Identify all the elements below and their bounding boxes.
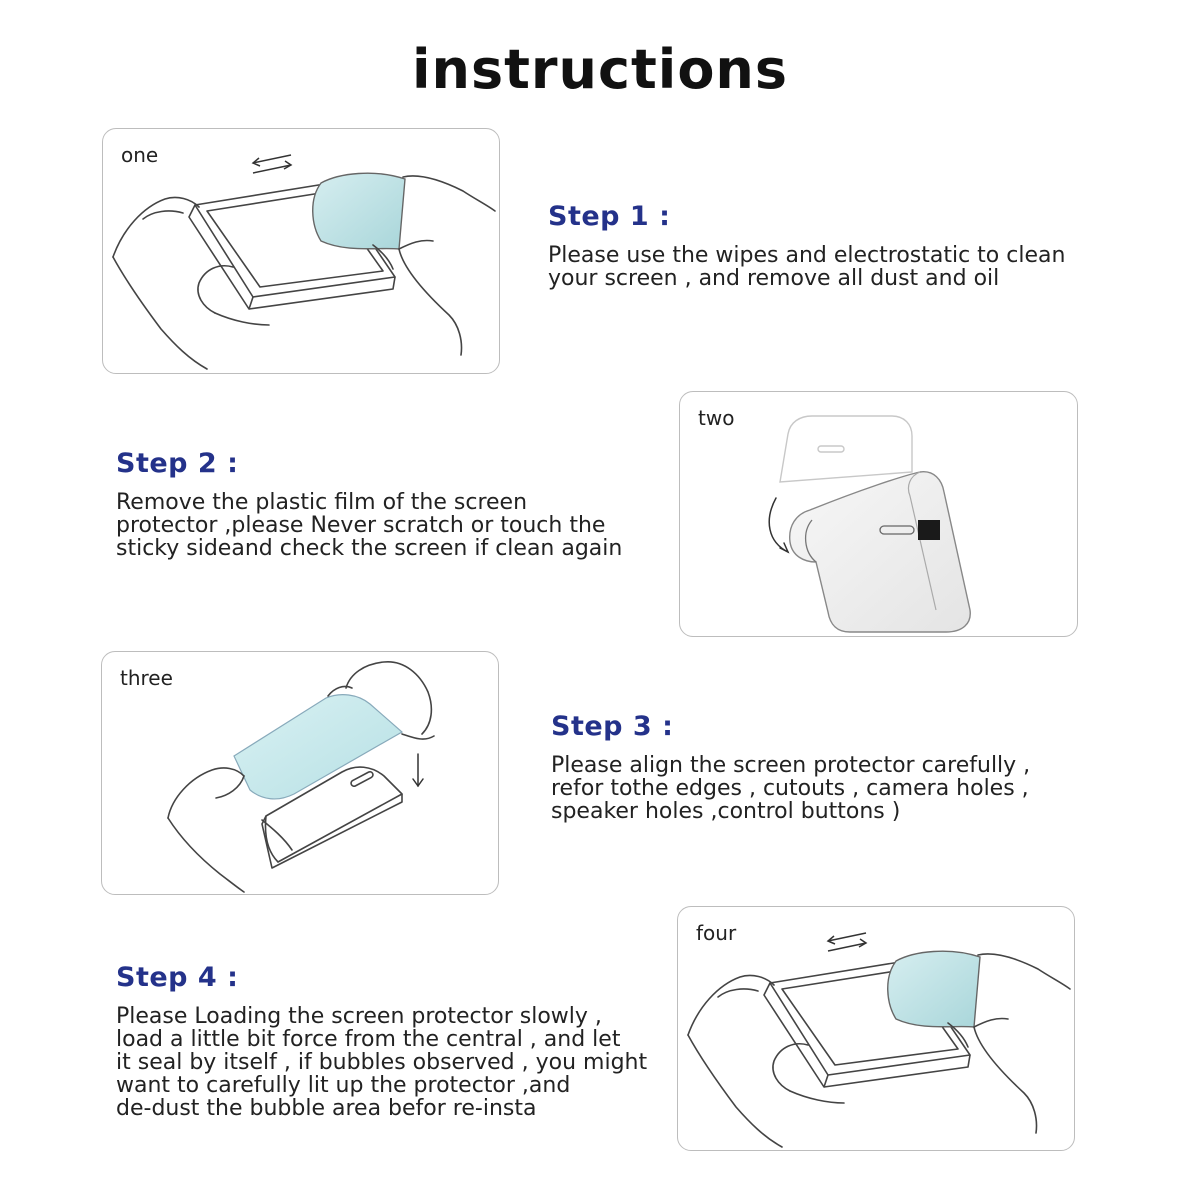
illustration-panel-two [679,391,1078,637]
step-2-line: Remove the plastic film of the screen [116,490,528,515]
step-3-line: speaker holes ,control buttons ) [551,799,901,824]
step-3 [551,711,1030,823]
step-1-heading: Step 1 : [548,201,671,232]
step-4-line: Please Loading the screen protector slowly , [116,1004,602,1029]
illustration-panel-four [677,906,1075,1151]
step-3-heading: Step 3 : [551,711,674,742]
step-1 [548,201,1065,290]
peel-film-illustration [680,392,1078,637]
panel-label-three: three [120,666,173,690]
panel-label-two: two [698,406,735,430]
step-2 [116,448,622,560]
step-2-line: sticky sideand check the screen if clean again [116,536,623,561]
smoothing-protector-illustration [678,907,1075,1151]
wiping-screen-illustration [103,129,500,374]
panel-label-four: four [696,921,737,945]
step-4-line: load a little bit force from the central , and let [116,1027,621,1052]
illustration-panel-one [102,128,500,374]
step-1-line: your screen , and remove all dust and oil [548,266,1000,291]
step-1-line: Please use the wipes and electrostatic to clean [548,243,1066,268]
illustration-panel-three [101,651,499,895]
step-3-line: Please align the screen protector carefully , [551,753,1031,778]
step-4-line: it seal by itself , if bubbles observed , you might [116,1050,648,1075]
panel-label-one: one [121,143,159,167]
step-4 [116,962,647,1120]
step-4-line: want to carefully lit up the protector ,and [116,1073,571,1098]
step-2-heading: Step 2 : [116,448,239,479]
page-title: instructions [412,38,788,101]
step-4-heading: Step 4 : [116,962,239,993]
step-3-line: refor tothe edges , cutouts , camera holes , [551,776,1029,801]
step-4-line: de-dust the bubble area befor re-insta [116,1096,537,1121]
step-2-line: protector ,please Never scratch or touch the [116,513,606,538]
